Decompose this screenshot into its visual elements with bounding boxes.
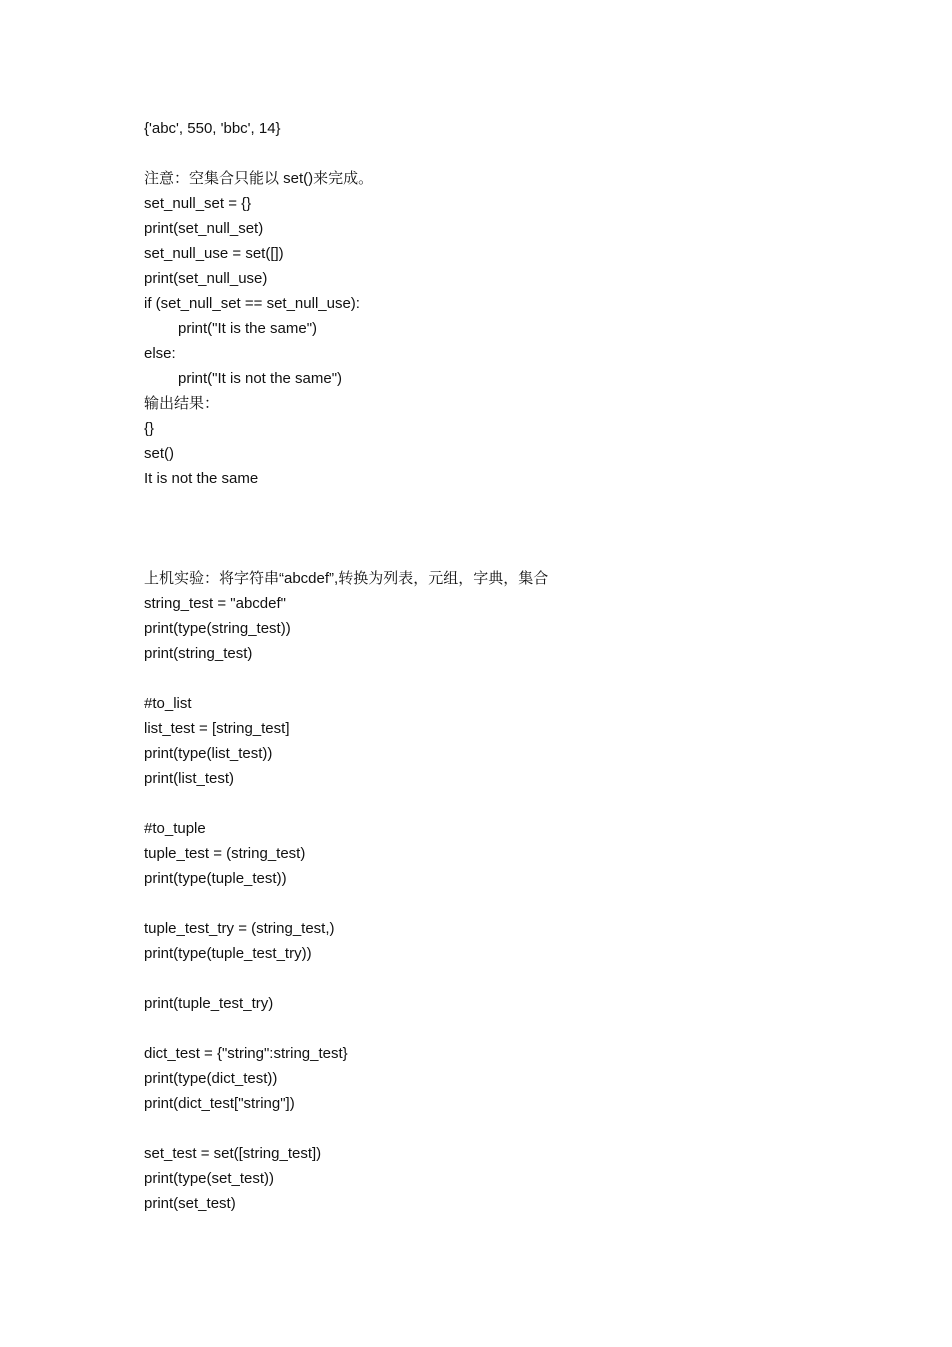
- code-line: print(type(string_test)): [144, 620, 291, 637]
- code-line: print(set_null_set): [144, 220, 264, 237]
- comment-line: #to_tuple: [144, 820, 206, 837]
- blank-gap: [144, 491, 844, 566]
- blank-line: [144, 791, 844, 816]
- code-line: print(set_test): [144, 1195, 236, 1212]
- code-line: set_null_use = set([]): [144, 245, 284, 262]
- blank-line: [144, 891, 844, 916]
- code-line: print(set_null_use): [144, 270, 268, 287]
- code-line: set_null_set = {}: [144, 195, 252, 212]
- comment-line: #to_list: [144, 695, 192, 712]
- code-line: print("It is not the same"): [178, 370, 343, 387]
- code-line: else:: [144, 345, 176, 362]
- note-line: 注意：空集合只能以 set()来完成。: [144, 170, 374, 187]
- code-line: print(tuple_test_try): [144, 995, 274, 1012]
- code-line: string_test = "abcdef": [144, 595, 286, 612]
- blank-line: [144, 666, 844, 691]
- output-heading-line: 输出结果：: [144, 395, 220, 412]
- code-line: tuple_test = (string_test): [144, 845, 306, 862]
- output-line: {}: [144, 420, 155, 437]
- code-line: print(list_test): [144, 770, 235, 787]
- code-line: print(type(list_test)): [144, 745, 273, 762]
- blank-line: [144, 1116, 844, 1141]
- code-line: print(dict_test["string"]): [144, 1095, 295, 1112]
- code-line: print(type(tuple_test_try)): [144, 945, 312, 962]
- code-line: print(type(tuple_test)): [144, 870, 287, 887]
- output-line: It is not the same: [144, 470, 259, 487]
- output-set-line: {'abc', 550, 'bbc', 14}: [144, 120, 281, 137]
- output-line: set(): [144, 445, 174, 462]
- blank-line: [144, 141, 844, 166]
- document-body: [144, 116, 844, 1216]
- blank-line: [144, 966, 844, 991]
- code-line: list_test = [string_test]: [144, 720, 290, 737]
- code-line: dict_test = {"string":string_test}: [144, 1045, 348, 1062]
- code-line: print("It is the same"): [178, 320, 318, 337]
- code-line: set_test = set([string_test]): [144, 1145, 322, 1162]
- code-line: tuple_test_try = (string_test,): [144, 920, 335, 937]
- exercise-heading-line: 上机实验：将字符串“abcdef”,转换为列表，元组，字典，集合: [144, 570, 549, 587]
- code-line: print(string_test): [144, 645, 253, 662]
- code-line: print(type(dict_test)): [144, 1070, 278, 1087]
- blank-line: [144, 1016, 844, 1041]
- code-line: if (set_null_set == set_null_use):: [144, 295, 360, 312]
- code-line: print(type(set_test)): [144, 1170, 275, 1187]
